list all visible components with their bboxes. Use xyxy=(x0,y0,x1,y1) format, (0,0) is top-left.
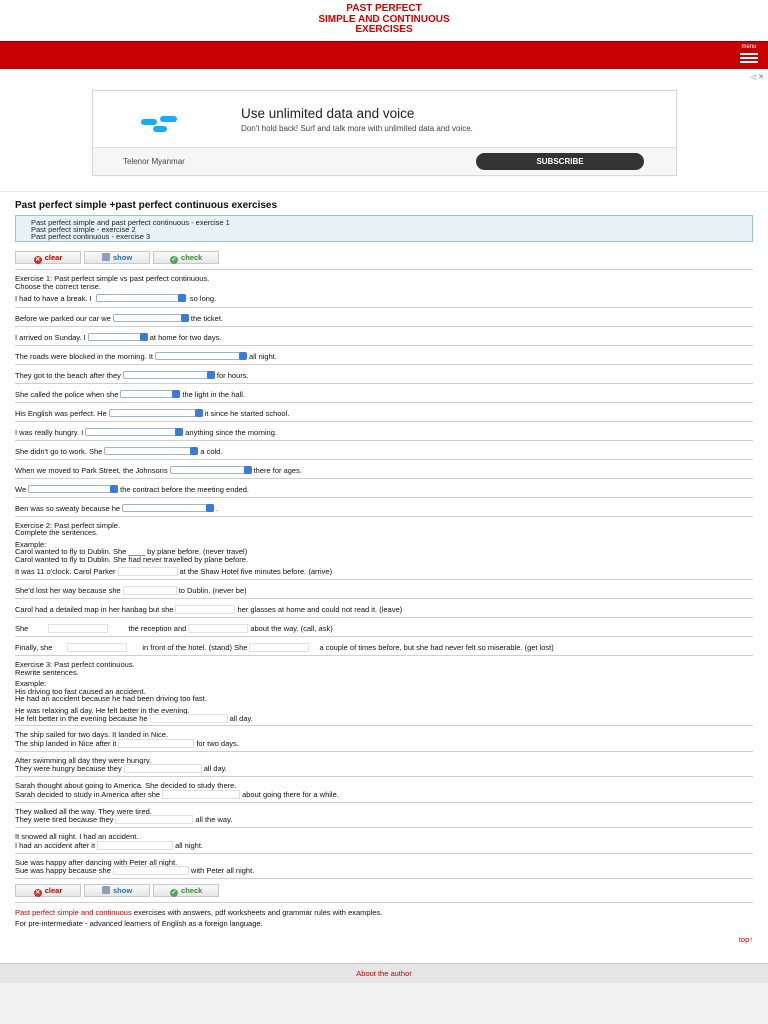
back-to-top-link[interactable]: top↑ xyxy=(738,935,753,944)
adchoices-icon[interactable]: ◁ ✕ xyxy=(750,74,764,81)
nav-bar xyxy=(0,41,768,69)
answer-input[interactable] xyxy=(150,714,228,723)
exercise-3-intro xyxy=(15,656,753,726)
answer-select[interactable] xyxy=(155,352,247,360)
exercise-item: It was 11 o'clock. Carol Parker at the Shaw Hotel five minutes before. (arrive) xyxy=(15,567,333,576)
exercise-instruction: Rewrite sentences. xyxy=(15,667,79,677)
hamburger-icon xyxy=(740,53,758,63)
exercise-item: She called the police when she the light in the hall. xyxy=(15,384,753,403)
cart-icon xyxy=(102,886,110,894)
exercise-item: When we moved to Park Street, the Johnsons there for ages. xyxy=(15,460,753,479)
cart-icon xyxy=(102,253,110,261)
exercise-item: His English was perfect. He it since he started school. xyxy=(15,403,753,422)
answer-input[interactable] xyxy=(48,624,108,633)
subscribe-button[interactable]: SUBSCRIBE xyxy=(476,153,644,170)
answer-input[interactable] xyxy=(249,643,309,652)
ad-headline[interactable]: Use unlimited data and voice xyxy=(241,106,415,121)
exercise-item: Before we parked our car we the ticket. xyxy=(15,308,753,327)
exercise-item: Carol had a detailed map in her hanbag but she her glasses at home and could not read it. (leave) xyxy=(15,599,753,618)
related-link[interactable]: Past perfect simple and continuous xyxy=(15,908,132,917)
title-line-1: PAST PERFECT xyxy=(346,3,422,14)
answer-select[interactable] xyxy=(120,390,180,398)
exercise-item: He was relaxing all day. He felt better in the evening. He felt better in the evening because he all day. xyxy=(15,705,253,723)
ad-footer xyxy=(93,147,676,175)
answer-select[interactable] xyxy=(122,504,214,512)
exercise-item: Sarah thought about going to America. She decided to study there. Sarah decided to study in America after she about going there for a while. xyxy=(15,777,753,803)
page-footer xyxy=(0,963,768,983)
example-answer: He had an accident because he had been driving too fast. xyxy=(15,694,207,703)
ad-advertiser: Telenor Myanmar xyxy=(123,157,185,166)
exercise-item: Sue was happy after dancing with Peter all night. Sue was happy because she with Peter all night. xyxy=(15,854,753,880)
exercise-item: Ben was so sweaty because he . xyxy=(15,498,753,517)
exercise-item: Finally, she in front of the hotel. (stand) She a couple of times before, but she had never felt so miserable. (get lost) xyxy=(15,637,753,656)
menu-button[interactable] xyxy=(738,44,760,65)
toc-link[interactable]: Past perfect simple - exercise 2 xyxy=(31,225,136,234)
telenor-logo-icon xyxy=(139,109,179,137)
checkmark-icon: ✓ xyxy=(171,890,177,896)
main-content xyxy=(15,200,753,929)
answer-select[interactable] xyxy=(28,485,118,493)
exercise-instruction: Complete the sentences. xyxy=(15,528,98,537)
table-of-contents xyxy=(15,215,753,242)
answer-input[interactable] xyxy=(113,866,189,875)
exercise-item: The roads were blocked in the morning. It all night. xyxy=(15,346,753,365)
title-line-3: EXERCISES xyxy=(355,24,413,35)
footer-description: Past perfect simple and continuous exercises with answers, pdf worksheets and grammar rules with examples. For pre-intermediate - advanced learners of English as a foreign language. xyxy=(15,907,753,929)
button-row-top xyxy=(15,251,753,266)
answer-input[interactable] xyxy=(67,643,127,652)
toc-link[interactable]: Past perfect continuous - exercise 3 xyxy=(31,232,151,241)
answer-select[interactable] xyxy=(88,333,148,341)
close-icon: ✕ xyxy=(35,257,41,263)
page-heading: Past perfect simple +past perfect continuous exercises xyxy=(15,200,278,211)
site-title xyxy=(0,4,768,36)
clear-button[interactable]: ✕ clear xyxy=(15,251,81,264)
audience-note: For pre-intermediate - advanced learners of English as a foreign language. xyxy=(15,919,263,928)
answer-select[interactable] xyxy=(96,294,186,302)
about-author-link[interactable]: About the author xyxy=(356,969,412,978)
answer-input[interactable] xyxy=(162,790,240,799)
exercise-1-intro xyxy=(15,270,753,308)
exercise-item: I arrived on Sunday. I at home for two days. xyxy=(15,327,753,346)
check-button[interactable]: ✓ check xyxy=(153,884,219,897)
exercise-item: I was really hungry. I anything since the morning. xyxy=(15,422,753,441)
show-button[interactable]: show xyxy=(84,884,150,897)
exercise-item: They walked all the way. They were tired. They were tired because they all the way. xyxy=(15,803,753,829)
answer-input[interactable] xyxy=(97,841,173,850)
exercise-item: It snowed all night. I had an accident. I had an accident after it all night. xyxy=(15,828,753,854)
toc-link[interactable]: Past perfect simple and past perfect continuous - exercise 1 xyxy=(31,218,230,227)
button-row-bottom xyxy=(15,884,753,899)
answer-select[interactable] xyxy=(170,466,252,474)
exercise-item: I had to have a break. I so long. xyxy=(15,294,217,303)
divider xyxy=(15,902,753,903)
answer-input[interactable] xyxy=(175,605,235,614)
exercise-item: We the contract before the meeting ended. xyxy=(15,479,753,498)
ad-description: Don't hold back! Surf and talk more with unlimited data and voice. xyxy=(241,124,473,133)
title-line-2: SIMPLE AND CONTINUOUS xyxy=(318,13,450,25)
answer-select[interactable] xyxy=(85,428,183,436)
check-button[interactable]: ✓ check xyxy=(153,251,219,264)
exercise-2-intro xyxy=(15,517,753,581)
exercise-item: They got to the beach after they for hours. xyxy=(15,365,753,384)
answer-input[interactable] xyxy=(118,739,194,748)
show-button[interactable]: show xyxy=(84,251,150,264)
example-question: Carol wanted to fly to Dublin. She ____ by plane before. (never travel) xyxy=(15,547,248,556)
footer-background xyxy=(0,983,768,1024)
answer-select[interactable] xyxy=(123,371,215,379)
answer-input[interactable] xyxy=(123,586,177,595)
checkmark-icon: ✓ xyxy=(171,257,177,263)
answer-input[interactable] xyxy=(188,624,248,633)
exercise-item: After swimming all day they were hungry. They were hungry because they all day. xyxy=(15,752,753,778)
answer-input[interactable] xyxy=(124,764,202,773)
answer-input[interactable] xyxy=(118,567,178,576)
clear-button[interactable]: ✕ clear xyxy=(15,884,81,897)
example-label: Example: xyxy=(15,539,47,549)
exercise-title: Exercise 1: Past perfect simple vs past perfect continuous. xyxy=(15,274,210,283)
answer-select[interactable] xyxy=(104,447,198,455)
menu-label: menu xyxy=(741,44,757,50)
answer-select[interactable] xyxy=(109,409,203,417)
example-question: His driving too fast caused an accident. xyxy=(15,686,146,696)
exercise-item: She the reception and about the way. (call, ask) xyxy=(15,618,753,637)
exercise-item: She'd lost her way because she to Dublin. (never be) xyxy=(15,580,753,599)
divider xyxy=(0,191,768,192)
example-label: Example: xyxy=(15,679,47,688)
exercise-instruction: Choose the correct tense. xyxy=(15,281,101,291)
exercise-item: She didn't go to work. She a cold. xyxy=(15,441,753,460)
answer-input[interactable] xyxy=(115,815,193,824)
example-answer: Carol wanted to fly to Dublin. She had never travelled by plane before. xyxy=(15,554,249,564)
exercise-title: Exercise 2: Past perfect simple. xyxy=(15,520,121,530)
exercise-title: Exercise 3: Past perfect continuous. xyxy=(15,660,135,669)
exercise-item: The ship sailed for two days. It landed in Nice. The ship landed in Nice after it for two days. xyxy=(15,726,753,752)
close-icon: ✕ xyxy=(35,890,41,896)
advertisement[interactable] xyxy=(92,90,677,176)
answer-select[interactable] xyxy=(113,314,189,322)
